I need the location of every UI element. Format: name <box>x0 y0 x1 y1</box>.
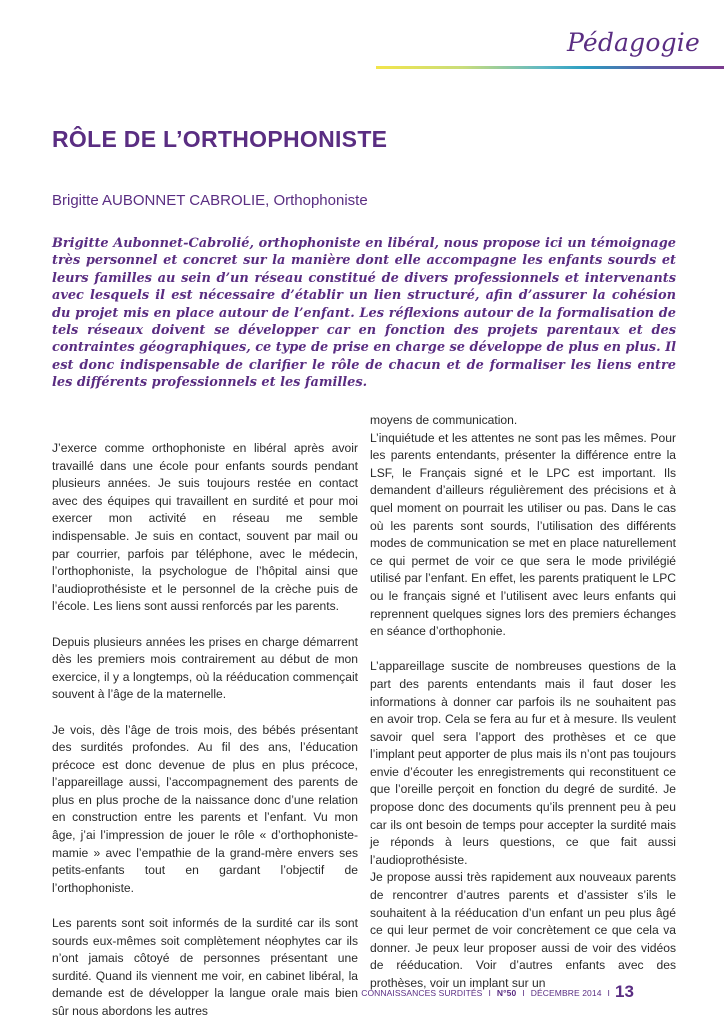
body-paragraph: L’appareillage suscite de nombreuses questions de la part des parents entendants mais il faut doser les informations à donner car parfois ils ne souhaitent pas en avoir trop. Cela se fera au fur et à mesure. Ils veulent savoir quel sera l’apport des prothèses et ce que l’implant peut apporter de plus mais ils n’ont pas toujours envie d’écouter les enregistrements qui reconstituent ce que l’oreille perçoit en fonction du degré de surdité. Je propose donc des documents qu’ils prennent peu à peu car ils ont besoin de temps pour accepter la surdité mais je réponds à leurs questions, ce que fait aussi l’audioprothésiste. <box>370 659 676 867</box>
footer-date: DÉCEMBRE 2014 <box>530 988 602 998</box>
footer-separator: I <box>607 988 610 998</box>
body-paragraph: Depuis plusieurs années les prises en charge démarrent dès les premiers mois contrairement au début de mon exercice, il y a longtemps, où la rééducation commençait souvent à l’âge de la maternelle. <box>52 634 358 702</box>
body-column-right <box>370 412 676 993</box>
body-column-left <box>52 440 358 1021</box>
body-paragraph: Les parents sont soit informés de la surdité car ils sont sourds eux-mêmes soit complètement néophytes car ils n’ont jamais côtoyé de personnes présentant une surdité. Quand ils viennent me voir, en cabinet libéral, la demande est de développer la langue orale mais bien sûr nous abordons les autres <box>52 916 358 1018</box>
author-byline: Brigitte AUBONNET CABROLIE, Orthophoniste <box>52 192 368 209</box>
body-paragraph: moyens de communication. <box>370 413 518 427</box>
body-paragraph: J’exerce comme orthophoniste en libéral après avoir travaillé dans une école pour enfants sourds pendant plusieurs années. Je suis toujours restée en contact avec des équipes qui travaillent en surdité et pour moi exercer mon activité en réseau me semble indispensable. Je suis en contact, souvent par mail ou par courrier, parfois par téléphone, avec le médecin, l’orthophoniste, la psychologue de l’hôpital ainsi que l’audioprothésiste et le personnel de la crèche puis de l’école. Les liens sont aussi renforcés par les parents. <box>52 441 358 614</box>
body-paragraph: Je propose aussi très rapidement aux nouveaux parents de rencontrer d’autres parents et d’assister s’ils le souhaitent à la rééducation d’un enfant un peu plus âgé ce qui leur permet de voir concrètement ce que cela va donner. Je peux leur proposer aussi de voir des vidéos de rééducation. Voir d’autres enfants avec des prothèses, voir un implant sur un <box>370 870 676 990</box>
body-paragraph: L’inquiétude et les attentes ne sont pas les mêmes. Pour les parents entendants, présenter la différence entre la LSF, le Français signé et le LPC est important. Ils demandent d’ailleurs régulièrement des précisions et à quel moment on pourrait les utiliser ou pas. Dans le cas où les parents sont sourds, l’utilisation des différents modes de communication se met en place naturellement ce qui permet de voir ce que sera le mode privilégié utilisé par l’enfant. En effet, les parents pratiquent le LPC ou le français signé et l’utilisent avec leurs enfants qui reprennent quelques signes lors des premiers échanges en séance d’orthophonie. <box>370 430 676 639</box>
footer-separator: I <box>488 988 491 998</box>
article-title: RÔLE DE L’ORTHOPHONISTE <box>52 126 388 152</box>
section-header: Pédagogie <box>566 28 700 57</box>
article-lead-paragraph: Brigitte Aubonnet-Cabrolié, orthophoniste en libéral, nous propose ici un témoignage très personnel et concret sur la manière dont elle accompagne les enfants sourds et leurs familles au sein d’un réseau constitué de divers professionnels et intervenants avec lesquels il est nécessaire d’établir un lien structuré, afin d’assurer la cohésion du projet mis en place autour de l’enfant. Les réflexions autour de la formalisation de tels réseaux doivent se développer car en fonction des projets parentaux et des contraintes géographiques, ce type de prise en charge se développe de plus en plus. Il est donc indispensable de clarifier le rôle de chacun et de formaliser les liens entre les différents professionnels et les familles. <box>52 236 676 391</box>
body-paragraph: Je vois, dès l’âge de trois mois, des bébés présentant des surdités profondes. Au fil des ans, l’éducation précoce est donc devenue de plus en plus précoce, l’appareillage aussi, l’accompagnement des parents de plus en plus proche de la naissance donc d’une relation en construction entre les parents et l’enfant. Vu mon âge, j’ai l’impression de jouer le rôle « d’orthophoniste-mamie » avec l’empathie de la grand-mère envers ses petits-enfants tout en gardant l’objectif de l’orthophoniste. <box>52 722 358 895</box>
page-footer <box>361 988 612 998</box>
footer-separator: I <box>522 988 525 998</box>
footer-issue: N°50 <box>496 988 517 998</box>
footer-publication: CONNAISSANCES SURDITÉS <box>361 988 483 998</box>
page-number: 13 <box>615 982 634 1001</box>
header-gradient-rule <box>376 66 724 69</box>
